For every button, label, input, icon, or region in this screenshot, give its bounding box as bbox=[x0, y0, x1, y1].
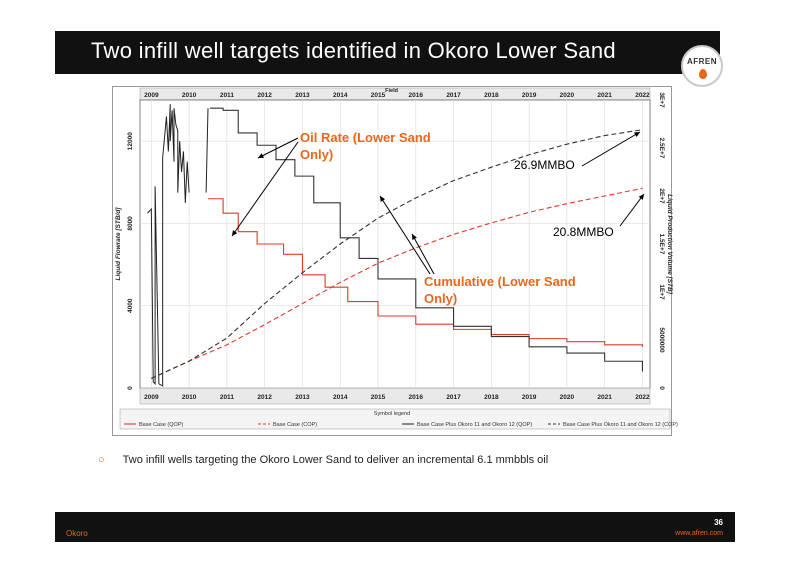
x-tick-label-bottom: 2010 bbox=[181, 394, 197, 401]
x-tick-label-bottom: 2009 bbox=[144, 394, 159, 401]
title-bar bbox=[55, 31, 720, 74]
x-tick-label-bottom: 2017 bbox=[446, 394, 461, 401]
x-tick-label-bottom: 2011 bbox=[219, 394, 234, 401]
annotation-oil-rate-line-1: Oil Rate (Lower Sand bbox=[300, 130, 431, 145]
x-tick-label-top: 2010 bbox=[181, 92, 197, 99]
y-tick-label-right: 1.5E+7 bbox=[658, 233, 665, 255]
page-number: 36 bbox=[714, 518, 723, 527]
x-tick-label-top: 2021 bbox=[597, 92, 612, 99]
y-tick-label-right: 0 bbox=[658, 386, 665, 390]
annotation-20-8-mmbo: 20.8MMBO bbox=[553, 225, 614, 239]
legend-label-1: Base Case (QOP) bbox=[139, 422, 184, 428]
y-tick-label-left: 12000 bbox=[127, 132, 134, 151]
x-tick-label-top: 2013 bbox=[295, 92, 310, 99]
footer-section-label: Okoro bbox=[66, 529, 88, 538]
afren-logo bbox=[681, 45, 723, 87]
x-tick-label-top: 2020 bbox=[559, 92, 575, 99]
circle-bullet-icon: ○ bbox=[98, 454, 105, 466]
x-tick-label-top: 2014 bbox=[332, 92, 348, 99]
x-tick-label-top: 2012 bbox=[257, 92, 272, 99]
bullet-point bbox=[98, 454, 548, 466]
bullet-text: Two infill wells targeting the Okoro Lower Sand to deliver an incremental 6.1 mmbbls oil bbox=[122, 454, 549, 466]
annotation-cumulative-line-2: Only) bbox=[424, 291, 458, 306]
y-tick-label-right: 3E+7 bbox=[658, 92, 665, 108]
y-tick-label-left: 8000 bbox=[127, 216, 134, 231]
x-tick-label-top: 2022 bbox=[635, 92, 650, 99]
x-tick-label-bottom: 2014 bbox=[332, 394, 348, 401]
y-tick-label-right: 2E+7 bbox=[658, 188, 665, 204]
annotation-cumulative-line-1: Cumulative (Lower Sand bbox=[424, 274, 576, 289]
legend-title: Symbol legend bbox=[373, 411, 411, 417]
legend-label-2: Base Case (COP) bbox=[273, 422, 318, 428]
oil-drop-icon bbox=[699, 69, 707, 79]
x-tick-label-top: 2009 bbox=[144, 92, 159, 99]
y-tick-label-right: 5000000 bbox=[658, 327, 665, 353]
x-tick-label-top: 2019 bbox=[521, 92, 537, 99]
x-tick-label-bottom: 2013 bbox=[295, 394, 310, 401]
y-axis-title-right: Liquid Production Volume [STB] bbox=[666, 194, 673, 294]
legend-label-3: Base Case Plus Okoro 11 and Okoro 12 (QOP) bbox=[417, 422, 533, 428]
x-tick-label-bottom: 2018 bbox=[484, 394, 499, 401]
x-tick-label-bottom: 2015 bbox=[370, 394, 386, 401]
y-tick-label-right: 2.5E+7 bbox=[658, 137, 665, 159]
x-tick-label-bottom: 2021 bbox=[597, 394, 612, 401]
footer-bar bbox=[55, 512, 735, 542]
legend-label-4: Base Case Plus Okoro 11 and Okoro 12 (COP) bbox=[563, 422, 678, 428]
annotation-oil-rate-line-2: Only) bbox=[300, 147, 334, 162]
chart-svg bbox=[112, 86, 678, 436]
top-axis-label: Field bbox=[385, 88, 398, 94]
footer-url: www.afren.com bbox=[675, 530, 723, 537]
x-tick-label-bottom: 2022 bbox=[635, 394, 650, 401]
x-tick-label-bottom: 2020 bbox=[559, 394, 575, 401]
y-tick-label-left: 0 bbox=[127, 386, 134, 390]
y-axis-title-left: Liquid Flowrate [STB/d] bbox=[115, 207, 122, 281]
slide-title: Two infill well targets identified in Okoro Lower Sand bbox=[91, 38, 616, 63]
x-tick-label-top: 2016 bbox=[408, 92, 424, 99]
x-tick-label-bottom: 2019 bbox=[521, 394, 537, 401]
x-tick-label-bottom: 2016 bbox=[408, 394, 424, 401]
y-tick-label-right: 1E+7 bbox=[658, 284, 665, 300]
x-tick-label-top: 2017 bbox=[446, 92, 461, 99]
x-tick-label-top: 2018 bbox=[484, 92, 499, 99]
x-tick-label-top: 2015 bbox=[370, 92, 386, 99]
x-tick-label-top: 2011 bbox=[219, 92, 234, 99]
production-chart bbox=[112, 86, 678, 436]
y-tick-label-left: 4000 bbox=[127, 298, 134, 313]
annotation-26-9-mmbo: 26.9MMBO bbox=[514, 158, 575, 172]
x-tick-label-bottom: 2012 bbox=[257, 394, 272, 401]
logo-text: AFREN bbox=[686, 57, 718, 66]
